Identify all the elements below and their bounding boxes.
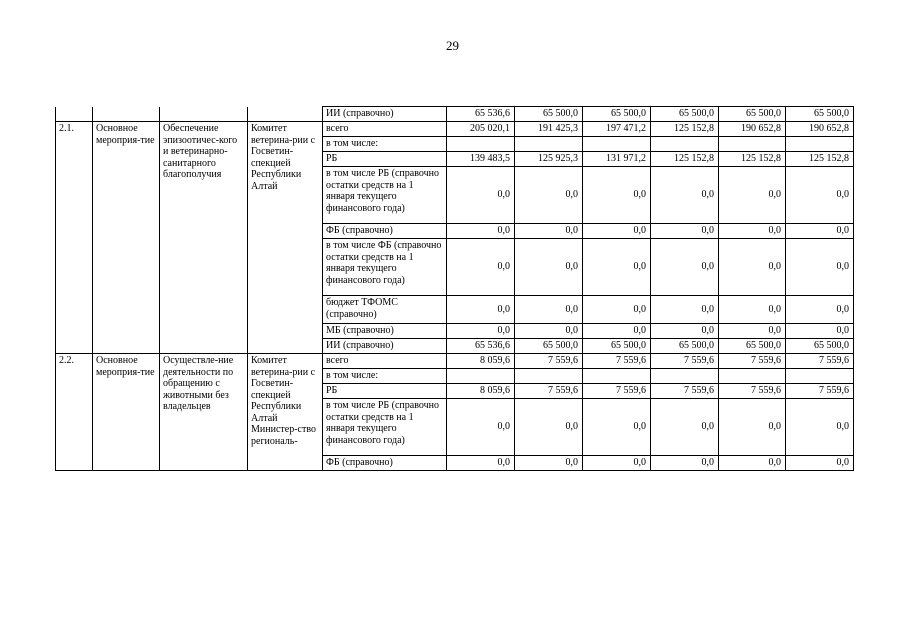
value-cell: 0,0 (719, 296, 786, 324)
row-source: РБ (323, 384, 447, 399)
value-cell: 125 925,3 (515, 152, 583, 167)
value-cell: 125 152,8 (651, 122, 719, 137)
value-cell: 7 559,6 (583, 384, 651, 399)
value-cell: 0,0 (583, 167, 651, 224)
value-cell: 0,0 (651, 399, 719, 456)
empty-cell (93, 107, 160, 122)
value-cell: 65 536,6 (447, 107, 515, 122)
table-row (56, 122, 854, 137)
value-cell: 0,0 (515, 239, 583, 296)
value-cell: 0,0 (447, 296, 515, 324)
block-executor: Комитет ветерина-рии с Госветин-спекцией Республики Алтай Министер-ство региональ- (248, 354, 323, 471)
value-cell: 65 500,0 (583, 339, 651, 354)
value-cell: 0,0 (583, 224, 651, 239)
value-cell: 65 500,0 (651, 339, 719, 354)
value-cell: 0,0 (719, 224, 786, 239)
value-cell (583, 369, 651, 384)
value-cell: 0,0 (786, 324, 854, 339)
row-source: ИИ (справочно) (323, 107, 447, 122)
value-cell: 0,0 (515, 399, 583, 456)
value-cell: 0,0 (447, 324, 515, 339)
value-cell (651, 369, 719, 384)
value-cell: 0,0 (583, 324, 651, 339)
value-cell: 65 500,0 (515, 339, 583, 354)
value-cell: 65 500,0 (583, 107, 651, 122)
value-cell: 0,0 (651, 296, 719, 324)
empty-cell (248, 107, 323, 122)
empty-cell (56, 107, 93, 122)
value-cell (515, 369, 583, 384)
value-cell: 0,0 (447, 239, 515, 296)
value-cell: 0,0 (719, 239, 786, 296)
table-row (56, 107, 854, 122)
block-num: 2.1. (56, 122, 93, 354)
value-cell: 0,0 (786, 456, 854, 471)
value-cell: 0,0 (786, 239, 854, 296)
value-cell: 0,0 (447, 224, 515, 239)
value-cell: 0,0 (651, 167, 719, 224)
row-source: в том числе: (323, 137, 447, 152)
table-row (56, 354, 854, 369)
value-cell: 0,0 (719, 324, 786, 339)
value-cell (786, 369, 854, 384)
value-cell: 0,0 (719, 399, 786, 456)
value-cell: 191 425,3 (515, 122, 583, 137)
value-cell: 0,0 (651, 456, 719, 471)
row-source: в том числе РБ (справочно остатки средств на 1 января текущего финансового года) (323, 399, 447, 456)
value-cell: 190 652,8 (786, 122, 854, 137)
value-cell: 0,0 (583, 239, 651, 296)
value-cell: 0,0 (515, 296, 583, 324)
value-cell: 7 559,6 (651, 354, 719, 369)
value-cell: 131 971,2 (583, 152, 651, 167)
value-cell: 7 559,6 (719, 354, 786, 369)
value-cell: 0,0 (786, 399, 854, 456)
value-cell: 0,0 (515, 456, 583, 471)
empty-cell (160, 107, 248, 122)
value-cell: 125 152,8 (651, 152, 719, 167)
value-cell: 0,0 (515, 324, 583, 339)
row-source: всего (323, 354, 447, 369)
value-cell (583, 137, 651, 152)
value-cell (447, 137, 515, 152)
row-source: ИИ (справочно) (323, 339, 447, 354)
row-source: ФБ (справочно) (323, 456, 447, 471)
value-cell (719, 369, 786, 384)
value-cell: 7 559,6 (515, 354, 583, 369)
value-cell: 0,0 (651, 324, 719, 339)
value-cell: 0,0 (447, 399, 515, 456)
value-cell: 0,0 (583, 456, 651, 471)
value-cell: 0,0 (719, 456, 786, 471)
block-kind: Основное мероприя-тие (93, 354, 160, 471)
row-source: РБ (323, 152, 447, 167)
value-cell: 0,0 (515, 167, 583, 224)
value-cell (515, 137, 583, 152)
value-cell: 8 059,6 (447, 354, 515, 369)
value-cell: 190 652,8 (719, 122, 786, 137)
value-cell: 7 559,6 (651, 384, 719, 399)
value-cell (651, 137, 719, 152)
value-cell: 65 500,0 (786, 339, 854, 354)
value-cell: 0,0 (583, 399, 651, 456)
value-cell: 0,0 (447, 456, 515, 471)
row-source: МБ (справочно) (323, 324, 447, 339)
block-name: Обеспечение эпизоотичес-кого и ветеринарно-санитарного благополучия (160, 122, 248, 354)
row-source: всего (323, 122, 447, 137)
value-cell: 65 500,0 (651, 107, 719, 122)
value-cell: 0,0 (447, 167, 515, 224)
value-cell: 7 559,6 (515, 384, 583, 399)
block-num: 2.2. (56, 354, 93, 471)
value-cell: 0,0 (651, 239, 719, 296)
row-source: в том числе ФБ (справочно остатки средств на 1 января текущего финансового года) (323, 239, 447, 296)
block-kind: Основное мероприя-тие (93, 122, 160, 354)
value-cell: 0,0 (651, 224, 719, 239)
value-cell: 65 500,0 (515, 107, 583, 122)
value-cell: 7 559,6 (786, 354, 854, 369)
financing-table (55, 106, 854, 471)
value-cell (786, 137, 854, 152)
value-cell: 197 471,2 (583, 122, 651, 137)
value-cell: 65 536,6 (447, 339, 515, 354)
value-cell: 8 059,6 (447, 384, 515, 399)
page-number: 29 (446, 38, 459, 53)
value-cell: 0,0 (786, 224, 854, 239)
value-cell (719, 137, 786, 152)
row-source: ФБ (справочно) (323, 224, 447, 239)
value-cell: 0,0 (583, 296, 651, 324)
value-cell: 65 500,0 (719, 339, 786, 354)
value-cell: 65 500,0 (786, 107, 854, 122)
block-name: Осуществле-ние деятельности по обращению с животными без владельцев (160, 354, 248, 471)
block-executor: Комитет ветерина-рии с Госветин-спекцией Республики Алтай (248, 122, 323, 354)
value-cell: 0,0 (719, 167, 786, 224)
value-cell: 125 152,8 (719, 152, 786, 167)
value-cell: 0,0 (786, 296, 854, 324)
row-source: в том числе РБ (справочно остатки средств на 1 января текущего финансового года) (323, 167, 447, 224)
value-cell: 0,0 (786, 167, 854, 224)
value-cell: 0,0 (515, 224, 583, 239)
value-cell: 139 483,5 (447, 152, 515, 167)
value-cell: 65 500,0 (719, 107, 786, 122)
value-cell (447, 369, 515, 384)
value-cell: 7 559,6 (583, 354, 651, 369)
row-source: бюджет ТФОМС (справочно) (323, 296, 447, 324)
value-cell: 205 020,1 (447, 122, 515, 137)
value-cell: 7 559,6 (719, 384, 786, 399)
row-source: в том числе: (323, 369, 447, 384)
value-cell: 7 559,6 (786, 384, 854, 399)
value-cell: 125 152,8 (786, 152, 854, 167)
